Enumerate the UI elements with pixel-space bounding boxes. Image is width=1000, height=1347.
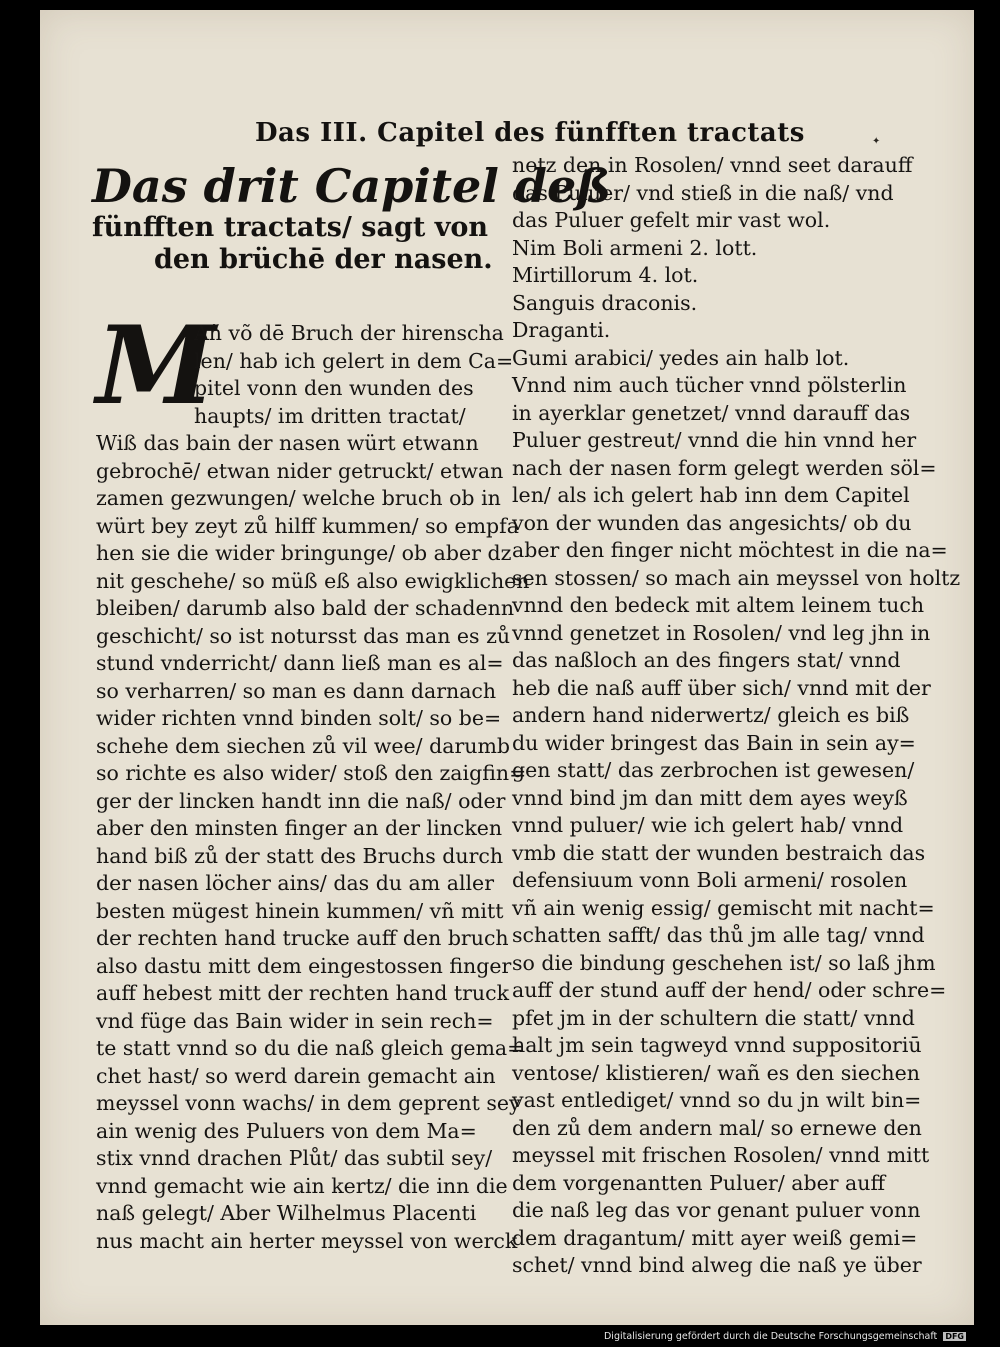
text-line: das naßloch an des fingers stat/ vnnd (512, 648, 901, 672)
text-line: hen sie die wider bringunge/ ob aber dz (96, 541, 512, 565)
text-line: der nasen löcher ains/ das du am aller (96, 871, 494, 895)
text-line: nus macht ain herter meyssel von werck (96, 1228, 518, 1253)
text-line: gebrochē/ etwan nider getruckt/ etwan (96, 458, 504, 483)
text-line: meyssel vonn wachs/ in dem geprent sey (96, 1091, 521, 1115)
text-line: Sanguis draconis. (512, 290, 698, 315)
printer-mark: ✦ (872, 136, 881, 147)
text-line: Mirtillorum 4. lot. (512, 263, 699, 287)
text-line: die naß leg das vor genant puluer vonn (512, 1198, 921, 1222)
chapter-title-line-1: Das drit Capitel deß (92, 159, 612, 213)
text-line: in ayerklar genetzet/ vnnd darauff das (512, 400, 911, 425)
text-line: aber den minsten finger an der lincken (96, 816, 503, 840)
running-head: Das III. Capitel des fünfften tractats (255, 118, 805, 148)
text-line: geschicht/ so ist notursst das man es zů (96, 623, 511, 648)
text-line: so richte es also wider/ stoß den zaigfin= (96, 761, 527, 785)
text-line: len/ hab ich gelert in dem Ca= (194, 348, 514, 373)
text-line: ventose/ klistieren/ wañ es den siechen (512, 1060, 920, 1085)
text-line: pfet jm in der schultern die statt/ vnnd (512, 1005, 915, 1030)
text-line: chet hast/ so werd darein gemacht ain (96, 1063, 496, 1088)
text-line: Añ võ dē Bruch der hirenscha (194, 321, 504, 345)
text-line: vnnd bind jm dan mitt dem ayes weyß (512, 785, 908, 810)
chapter-title (92, 159, 612, 276)
dfg-logo: DFG (945, 1332, 964, 1341)
text-line: Gumi arabici/ yedes ain halb lot. (512, 345, 850, 370)
text-line: Wiß das bain der nasen würt etwann (96, 431, 479, 455)
text-line: den zů dem andern mal/ so ernewe den (512, 1115, 922, 1140)
text-line: dem vorgenantten Puluer/ aber auff (512, 1170, 886, 1195)
text-line: bleiben/ darumb also bald der schadenn (96, 596, 515, 620)
text-line: defensiuum vonn Boli armeni/ rosolen (512, 868, 908, 892)
chapter-title-line-2: fünfften tractats/ sagt von (92, 212, 489, 243)
text-line: Puluer gestreut/ vnnd die hin vnnd her (512, 428, 917, 452)
text-line: ger der lincken handt inn die naß/ oder (96, 788, 506, 813)
decorated-initial: M (96, 303, 216, 429)
text-line: vmb die statt der wunden bestraich das (512, 840, 926, 865)
text-line: vnnd gemacht wie ain kertz/ die inn die (96, 1173, 508, 1198)
text-line: haupts/ im dritten tractat/ (194, 403, 466, 428)
text-line: vnnd den bedeck mit altem leinem tuch (512, 593, 925, 617)
text-line: sen stossen/ so mach ain meyssel von holtz (512, 565, 961, 590)
text-line: Nim Boli armeni 2. lott. (512, 235, 758, 260)
text-line: naß gelegt/ Aber Wilhelmus Placenti (96, 1201, 477, 1225)
text-line: aber den finger nicht möchtest in die na= (512, 538, 948, 562)
text-line: Vnnd nim auch tücher vnnd pölsterlin (512, 373, 907, 397)
text-line: stix vnnd drachen Plůt/ das subtil sey/ (96, 1146, 493, 1170)
left-text-column (96, 320, 530, 1255)
text-line: von der wunden das angesichts/ ob du (512, 510, 912, 535)
text-line: vñ ain wenig essig/ gemischt mit nacht= (512, 895, 935, 920)
chapter-title-line-3: den brüchē der nasen. (154, 244, 493, 275)
text-line: auff hebest mitt der rechten hand truck (96, 981, 510, 1005)
text-line: so verharren/ so man es dann darnach (96, 678, 497, 703)
text-line: andern hand niderwertz/ gleich es biß (512, 703, 910, 727)
text-line: nach der nasen form gelegt werden söl= (512, 455, 937, 480)
text-line: so die bindung geschehen ist/ so laß jhm (512, 950, 936, 975)
text-line: das Puluer/ vnd stieß in die naß/ vnd (512, 180, 894, 205)
text-line: vnnd genetzet in Rosolen/ vnd leg jhn in (512, 620, 931, 645)
text-line: halt jm sein tagweyd vnnd suppositoriū (512, 1033, 922, 1057)
text-line: das Puluer gefelt mir vast wol. (512, 208, 831, 232)
text-line: du wider bringest das Bain in sein ay= (512, 730, 916, 755)
text-line: hand biß zů der statt des Bruchs durch (96, 843, 504, 868)
text-line: wider richten vnnd binden solt/ so be= (96, 706, 502, 730)
right-text-column (512, 152, 961, 1280)
text-line: stund vnderricht/ dann ließ man es al= (96, 651, 504, 675)
text-line: Draganti. (512, 318, 611, 342)
text-line: vnd füge das Bain wider in sein rech= (96, 1008, 494, 1033)
digitization-footer (604, 1331, 966, 1342)
text-line: gen statt/ das zerbrochen ist gewesen/ (512, 758, 915, 782)
footer-text: Digitalisierung gefördert durch die Deutsche Forschungsgemeinschaft (603, 1331, 938, 1342)
text-line: nit geschehe/ so müß eß also ewigklichen (96, 568, 530, 593)
text-line: vnnd puluer/ wie ich gelert hab/ vnnd (512, 813, 904, 837)
text-line: meyssel mit frischen Rosolen/ vnnd mitt (512, 1143, 930, 1167)
text-line: te statt vnnd so du die naß gleich gema= (96, 1036, 525, 1060)
text-line: schehe dem siechen zů vil wee/ darumb (96, 733, 511, 758)
text-line: ain wenig des Puluers von dem Ma= (96, 1118, 477, 1143)
text-line: schatten safft/ das thů jm alle tag/ vnnd (512, 923, 925, 947)
text-line: schet/ vnnd bind alweg die naß ye über (512, 1253, 922, 1277)
text-line: zamen gezwungen/ welche bruch ob in (96, 486, 501, 510)
text-line: würt bey zeyt zů hilff kummen/ so empfa (96, 513, 519, 538)
text-line: auff der stund auff der hend/ oder schre= (512, 978, 947, 1002)
text-line: vast entlediget/ vnnd so du jn wilt bin= (512, 1088, 922, 1112)
text-line: also dastu mitt dem eingestossen finger (96, 953, 512, 978)
text-line: besten mügest hinein kummen/ vñ mitt (96, 898, 504, 923)
text-line: len/ als ich gelert hab inn dem Capitel (512, 483, 910, 507)
text-line: pitel vonn den wunden des (194, 376, 474, 400)
text-line: dem dragantum/ mitt ayer weiß gemi= (512, 1225, 918, 1250)
text-line: netz den in Rosolen/ vnnd seet darauff (512, 153, 913, 177)
text-line: heb die naß auff über sich/ vnnd mit der (512, 675, 931, 700)
text-line: der rechten hand trucke auff den bruch (96, 926, 509, 950)
